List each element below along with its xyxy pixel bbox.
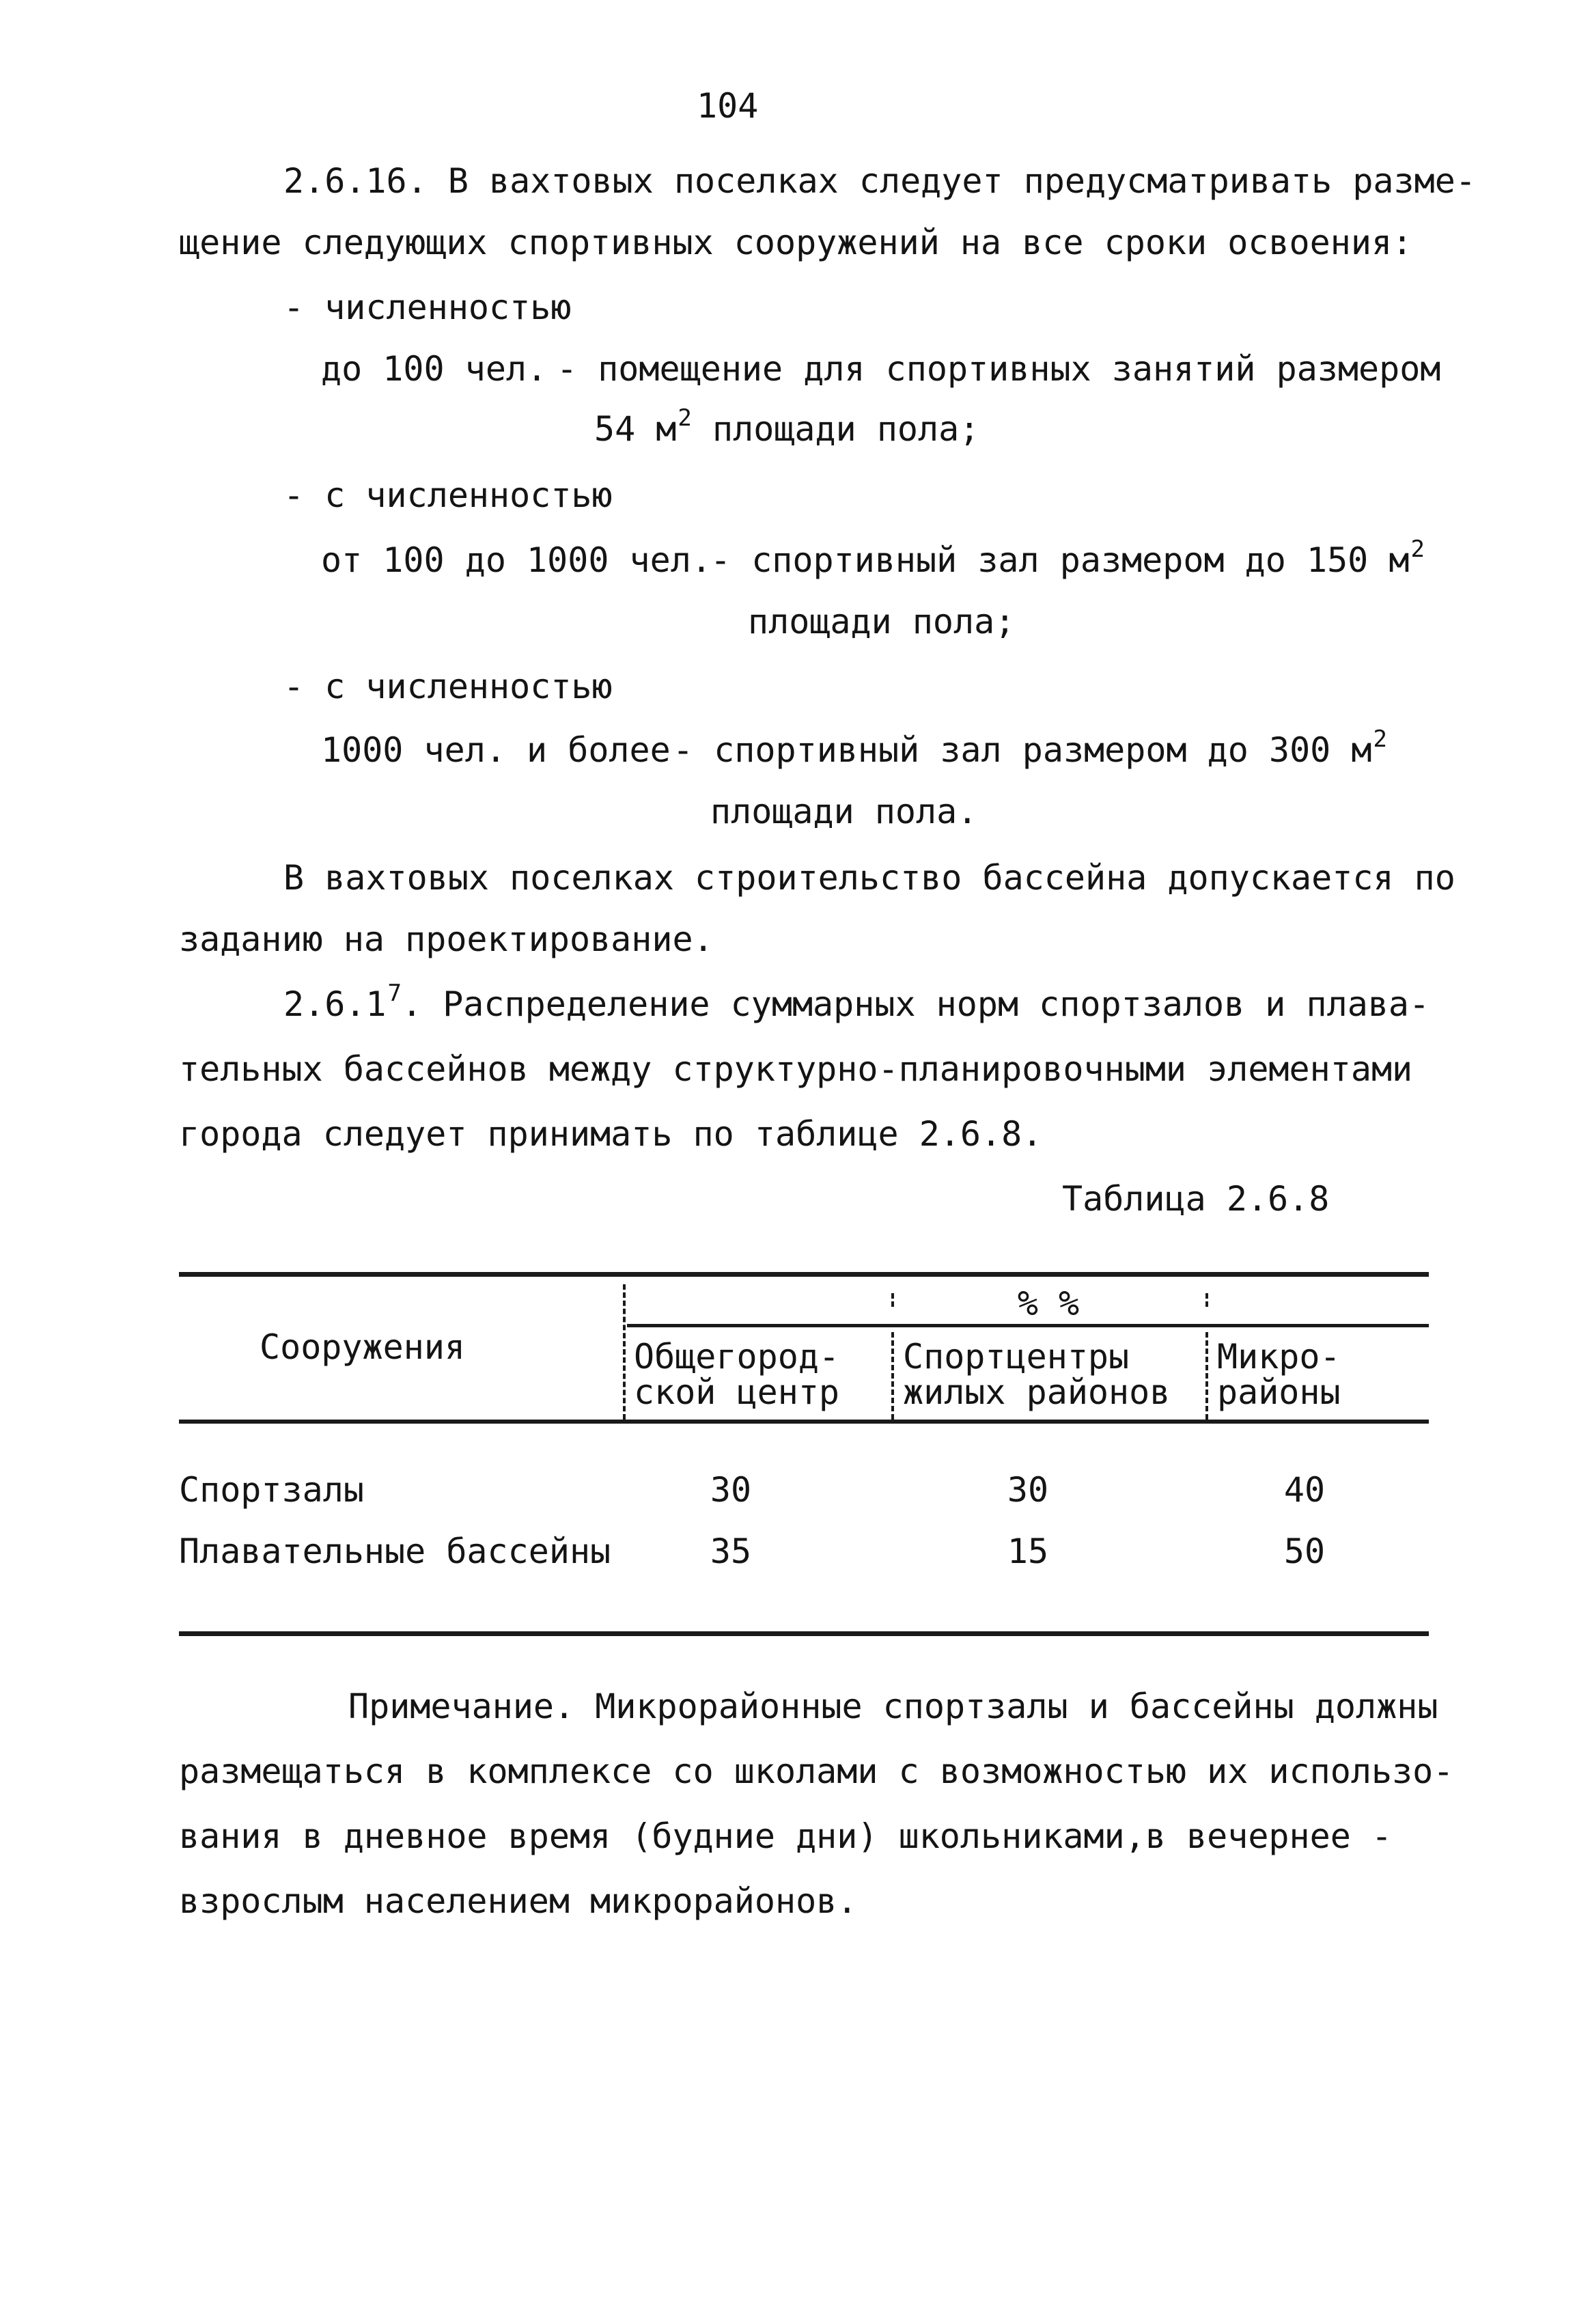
paragraph-line: тельных бассейнов между структурно-планировочными элементами (179, 1049, 1413, 1089)
table-column-header: Микро- (1217, 1337, 1341, 1377)
table-group-rule (627, 1324, 1429, 1327)
table-column-header: Спортцентры (903, 1337, 1130, 1377)
note-line: взрослым населением микрорайонов. (179, 1881, 858, 1921)
table-cell: 35 (710, 1532, 752, 1571)
table-divider (891, 1332, 894, 1420)
list-item-range: 1000 чел. и более (321, 730, 671, 770)
list-item-heading: - численностью (283, 288, 572, 327)
list-item-desc: - спортивный зал размером до 300 $м^2$ (673, 725, 1387, 770)
table-cell: 30 (710, 1470, 752, 1510)
list-item-heading: - с численностью (283, 475, 613, 515)
table-top-rule (179, 1272, 1429, 1277)
list-item-desc: - спортивный зал размером до 150 $м^2$ (710, 536, 1425, 580)
table-row-label: Плавательные бассейны (179, 1532, 611, 1571)
page-number: 104 (697, 86, 759, 126)
table-header-rule (179, 1420, 1429, 1424)
table-row-label: Спортзалы (179, 1470, 364, 1510)
list-item-desc: площади пола; (748, 602, 1016, 641)
list-item-heading: - с численностью (283, 667, 613, 706)
table-bottom-rule (179, 1631, 1429, 1636)
table-column-header: районы (1217, 1372, 1341, 1412)
paragraph-line: щение следующих спортивных сооружений на все сроки освоения: (179, 223, 1413, 262)
table-divider (1205, 1332, 1208, 1420)
table-divider (891, 1293, 894, 1307)
paragraph-line: В вахтовых поселках строительство бассейна допускается по (283, 858, 1455, 898)
note-line: размещаться в комплексе со школами с возможностью их использо- (179, 1752, 1454, 1791)
table-cell: 40 (1283, 1470, 1326, 1510)
paragraph-line: 2.6.1$^7$. Распределение суммарных норм спортзалов и плава- (283, 980, 1430, 1024)
table-header-group: % % (1017, 1284, 1080, 1323)
list-item-desc: 54 $м^2$ площади пола; (594, 404, 980, 449)
table-cell: 50 (1283, 1532, 1326, 1571)
table-cell: 30 (1007, 1470, 1049, 1510)
table-header-first: Сооружения (260, 1327, 466, 1367)
table-divider (623, 1284, 626, 1420)
table-cell: 15 (1007, 1532, 1049, 1571)
table-column-header: жилых районов (903, 1372, 1171, 1412)
list-item-range: до 100 чел. (321, 349, 548, 389)
note-line: Примечание. Микрорайонные спортзалы и бассейны должны (348, 1687, 1438, 1726)
list-item-desc: - помещение для спортивных занятий размером (557, 349, 1441, 389)
paragraph-line: города следует принимать по таблице 2.6.8. (179, 1114, 1043, 1154)
list-item-range: от 100 до 1000 чел. (321, 540, 712, 580)
table-column-header: ской центр (634, 1372, 840, 1412)
table-divider (1205, 1293, 1208, 1307)
paragraph-line: заданию на проектирование. (179, 919, 714, 959)
paragraph-line: 2.6.16. В вахтовых поселках следует предусматривать разме- (283, 161, 1476, 201)
list-item-desc: площади пола. (710, 792, 978, 831)
table-column-header: Общегород- (634, 1337, 840, 1377)
table-caption: Таблица 2.6.8 (1062, 1179, 1330, 1219)
note-line: вания в дневное время (будние дни) школьниками,в вечернее - (179, 1816, 1393, 1856)
